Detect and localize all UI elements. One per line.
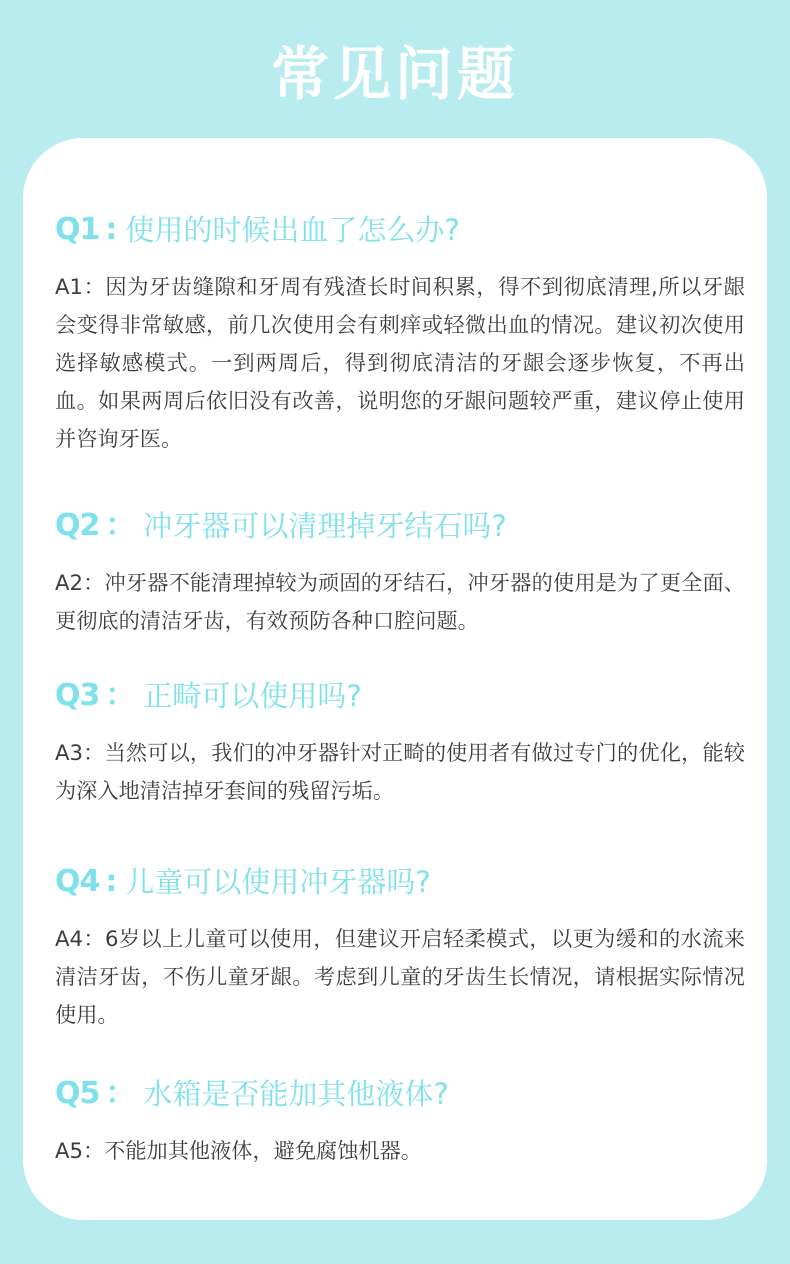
question-row	[55, 502, 745, 550]
answer-text: A2：冲牙器不能清理掉较为顽固的牙结石，冲牙器的使用是为了更全面、更彻底的清洁牙齿，有效预防各种口腔问题。	[55, 570, 745, 633]
question-number: Q3	[55, 678, 100, 713]
faq-item-3	[55, 672, 745, 810]
question-colon: :	[105, 864, 118, 899]
faq-item-4	[55, 858, 745, 1034]
question-number: Q1	[55, 212, 100, 247]
question-text: 冲牙器可以清理掉牙结石吗?	[143, 509, 507, 543]
question-number: Q5	[55, 1076, 100, 1111]
question-row	[55, 206, 745, 254]
answer-text: A1：因为牙齿缝隙和牙周有残渣长时间积累，得不到彻底清理,所以牙龈会变得非常敏感，前几次使用会有刺痒或轻微出血的情况。建议初次使用选择敏感模式。一到两周后，得到彻底清洁的牙龈会逐步恢复，不再出血。如果两周后依旧没有改善，说明您的牙龈问题较严重，建议停止使用并咨询牙医。	[55, 274, 745, 451]
question-number: Q2	[55, 508, 100, 543]
answer-text: A4：6岁以上儿童可以使用，但建议开启轻柔模式，以更为缓和的水流来清洁牙齿，不伤儿童牙龈。考虑到儿童的牙齿生长情况，请根据实际情况使用。	[55, 926, 745, 1027]
answer-text: A5：不能加其他液体，避免腐蚀机器。	[55, 1138, 422, 1163]
question-colon: ：	[105, 1076, 136, 1111]
question-text: 儿童可以使用冲牙器吗?	[125, 865, 431, 899]
question-row	[55, 1070, 745, 1118]
question-row	[55, 858, 745, 906]
page-title: 常见问题	[270, 40, 519, 108]
question-text: 水箱是否能加其他液体?	[143, 1077, 449, 1111]
faq-item-2	[55, 502, 745, 640]
question-colon: ：	[105, 508, 136, 543]
faq-item-1	[55, 206, 745, 458]
faq-item-5	[55, 1070, 745, 1170]
question-row	[55, 672, 745, 720]
answer-text: A3：当然可以，我们的冲牙器针对正畸的使用者有做过专门的优化，能较为深入地清洁掉牙套间的残留污垢。	[55, 740, 745, 803]
question-colon: :	[105, 212, 118, 247]
question-text: 正畸可以使用吗?	[143, 679, 362, 713]
question-colon: ：	[105, 678, 136, 713]
faq-card	[23, 138, 767, 1220]
question-number: Q4	[55, 864, 100, 899]
question-text: 使用的时候出血了怎么办?	[125, 213, 460, 247]
